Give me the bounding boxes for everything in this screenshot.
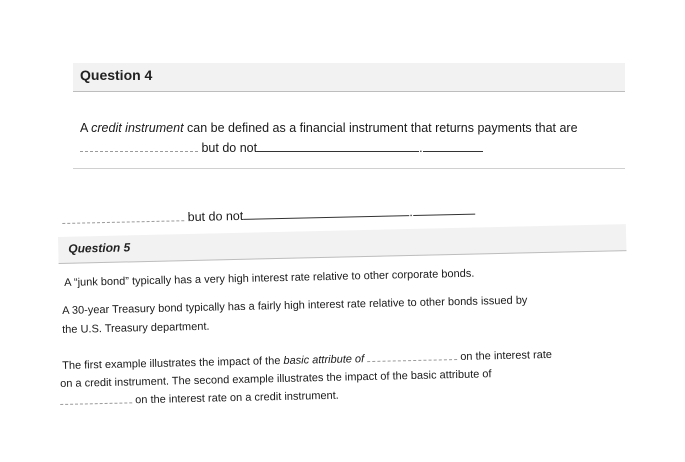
question-4-line-1 xyxy=(80,118,578,138)
q5-term-basic-attribute: basic attribute of xyxy=(283,353,365,367)
repeat-text: but do not xyxy=(187,208,244,225)
repeat-line xyxy=(62,201,475,230)
q4-text-c: but do not xyxy=(201,141,258,155)
q4-blank-2[interactable] xyxy=(257,141,419,152)
repeat-blank-2-tail xyxy=(413,204,475,216)
question-4-line-2 xyxy=(80,138,483,158)
q5-sentence-2a xyxy=(62,292,528,319)
q4-term-credit-instrument: credit instrument xyxy=(91,121,184,135)
repeat-blank-2[interactable] xyxy=(243,205,409,220)
q4-text-a: A xyxy=(80,121,88,135)
divider xyxy=(73,168,625,169)
question-5-title: Question 5 xyxy=(68,240,131,256)
question-4-title: Question 4 xyxy=(80,67,153,83)
repeat-period: . xyxy=(409,205,413,220)
q4-period: . xyxy=(419,141,423,155)
q5-blank-1[interactable] xyxy=(367,349,457,362)
q5-blank-2[interactable] xyxy=(60,392,132,405)
q5-text-3b: on a credit instrument. The second example illustrates the impact of the basic attribute of xyxy=(60,368,492,390)
q5-text-3a-post: on the interest rate xyxy=(460,348,553,363)
q4-blank-2-tail xyxy=(423,141,483,152)
q5-sentence-2b xyxy=(62,319,210,338)
q4-blank-1[interactable] xyxy=(80,141,198,152)
q5-text-1: A “junk bond” typically has a very high interest rate relative to other corporate bonds. xyxy=(64,267,475,289)
question-4-header xyxy=(73,63,625,92)
q5-text-3a-pre: The first example illustrates the impact of the xyxy=(62,355,281,372)
question-5-header xyxy=(58,224,626,264)
q4-text-b: can be defined as a financial instrument that returns payments that are xyxy=(187,121,578,135)
q5-sentence-1 xyxy=(64,266,475,291)
q5-text-2a: A 30-year Treasury bond typically has a fairly high interest rate relative to other bonds issued by xyxy=(62,294,528,317)
q5-text-3c: on the interest rate on a credit instrument. xyxy=(135,389,339,407)
repeat-blank-1[interactable] xyxy=(62,210,184,224)
q5-text-2b: the U.S. Treasury department. xyxy=(62,320,210,336)
